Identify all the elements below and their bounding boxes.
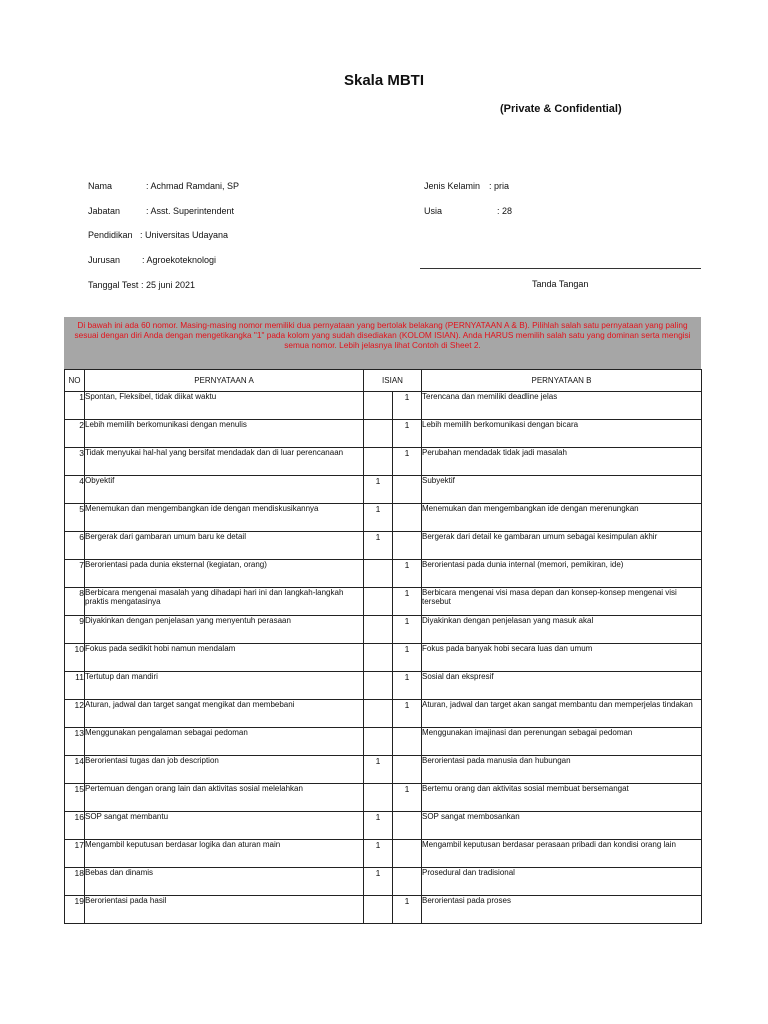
statement-b: Sosial dan ekspresif: [422, 672, 702, 700]
row-number: 6: [65, 532, 85, 560]
row-number: 5: [65, 504, 85, 532]
header-no: NO: [65, 370, 85, 392]
table-row: [65, 616, 702, 644]
row-number: 17: [65, 840, 85, 868]
row-number: 9: [65, 616, 85, 644]
statement-a: Tidak menyukai hal-hal yang bersifat mendadak dan di luar perencanaan: [85, 448, 364, 476]
row-number: 14: [65, 756, 85, 784]
statement-a: Mengambil keputusan berdasar logika dan aturan main: [85, 840, 364, 868]
isian-a-cell[interactable]: [364, 392, 393, 420]
statement-a: Berorientasi pada hasil: [85, 896, 364, 924]
statement-a: Spontan, Fleksibel, tidak diikat waktu: [85, 392, 364, 420]
isian-a-cell[interactable]: [364, 700, 393, 728]
tanggal-label: Tanggal Test: [88, 280, 139, 290]
statement-b: Perubahan mendadak tidak jadi masalah: [422, 448, 702, 476]
table-row: [65, 756, 702, 784]
row-number: 18: [65, 868, 85, 896]
header-pernyataan-b: PERNYATAAN B: [422, 370, 702, 392]
isian-a-cell[interactable]: 1: [364, 756, 393, 784]
mbti-statement-table: [64, 369, 702, 924]
statement-b: Berorientasi pada dunia internal (memori, pemikiran, ide): [422, 560, 702, 588]
statement-b: Berbicara mengenai visi masa depan dan konsep-konsep mengenai visi tersebut: [422, 588, 702, 616]
isian-a-cell[interactable]: 1: [364, 868, 393, 896]
row-number: 8: [65, 588, 85, 616]
statement-b: Aturan, jadwal dan target akan sangat membantu dan memperjelas tindakan: [422, 700, 702, 728]
isian-a-cell[interactable]: 1: [364, 812, 393, 840]
isian-a-cell[interactable]: [364, 672, 393, 700]
jabatan-value: : Asst. Superintendent: [146, 206, 235, 216]
statement-a: Lebih memilih berkomunikasi dengan menulis: [85, 420, 364, 448]
jenis-kelamin-value: : pria: [489, 181, 510, 191]
table-row: [65, 420, 702, 448]
usia-value: : 28: [497, 206, 513, 216]
statement-b: Lebih memilih berkomunikasi dengan bicara: [422, 420, 702, 448]
isian-b-cell[interactable]: [393, 812, 422, 840]
statement-b: Berorientasi pada proses: [422, 896, 702, 924]
statement-b: Diyakinkan dengan penjelasan yang masuk akal: [422, 616, 702, 644]
statement-a: SOP sangat membantu: [85, 812, 364, 840]
isian-b-cell[interactable]: 1: [393, 588, 422, 616]
table-row: [65, 812, 702, 840]
isian-b-cell[interactable]: [393, 728, 422, 756]
table-row: [65, 560, 702, 588]
signature-label: Tanda Tangan: [532, 279, 589, 289]
header-pernyataan-a: PERNYATAAN A: [85, 370, 364, 392]
instruction-notice: Di bawah ini ada 60 nomor. Masing-masing nomor memiliki dua pernyataan yang bertolak belakang (PERNYATAAN A & B). Pilihlah salah satu pernyataan yang paling sesuai dengan diri Anda dengan mengetikangka "1" pada kolom yang sudah disediakan (KOLOM ISIAN). Anda HARUS memilih salah satu yang dominan serta mengisi semua nomor. Lebih jelasnya lihat Contoh di Sheet 2.: [64, 317, 701, 369]
isian-a-cell[interactable]: [364, 616, 393, 644]
header-isian: ISIAN: [364, 370, 422, 392]
nama-value: : Achmad Ramdani, SP: [146, 181, 240, 191]
statement-b: Terencana dan memiliki deadline jelas: [422, 392, 702, 420]
table-row: [65, 532, 702, 560]
pendidikan-value: : Universitas Udayana: [140, 230, 229, 240]
table-row: [65, 700, 702, 728]
isian-a-cell[interactable]: 1: [364, 476, 393, 504]
statement-a: Berbicara mengenai masalah yang dihadapi hari ini dan langkah-langkah praktis mengatasinya: [85, 588, 364, 616]
table-row: [65, 392, 702, 420]
isian-a-cell[interactable]: [364, 448, 393, 476]
jenis-kelamin-label: Jenis Kelamin: [424, 181, 481, 191]
nama-label: Nama: [88, 181, 113, 191]
statement-a: Obyektif: [85, 476, 364, 504]
isian-b-cell[interactable]: 1: [393, 392, 422, 420]
statement-b: Mengambil keputusan berdasar perasaan pribadi dan kondisi orang lain: [422, 840, 702, 868]
statement-b: Subyektif: [422, 476, 702, 504]
table-row: [65, 784, 702, 812]
statement-a: Aturan, jadwal dan target sangat mengikat dan membebani: [85, 700, 364, 728]
statement-b: Bertemu orang dan aktivitas sosial membuat bersemangat: [422, 784, 702, 812]
signature-line: [420, 268, 701, 269]
statement-b: Menemukan dan mengembangkan ide dengan merenungkan: [422, 504, 702, 532]
isian-a-cell[interactable]: [364, 784, 393, 812]
table-row: [65, 588, 702, 616]
jurusan-label: Jurusan: [88, 255, 121, 265]
table-row: [65, 896, 702, 924]
pendidikan-label: Pendidikan: [88, 230, 133, 240]
isian-a-cell[interactable]: 1: [364, 504, 393, 532]
usia-label: Usia: [424, 206, 443, 216]
statement-b: Berorientasi pada manusia dan hubungan: [422, 756, 702, 784]
row-number: 15: [65, 784, 85, 812]
table-row: [65, 728, 702, 756]
row-number: 3: [65, 448, 85, 476]
isian-b-cell[interactable]: [393, 504, 422, 532]
isian-a-cell[interactable]: [364, 644, 393, 672]
isian-b-cell[interactable]: 1: [393, 616, 422, 644]
row-number: 7: [65, 560, 85, 588]
isian-a-cell[interactable]: [364, 588, 393, 616]
table-row: [65, 448, 702, 476]
table-row: [65, 868, 702, 896]
statement-a: Bebas dan dinamis: [85, 868, 364, 896]
statement-b: Prosedural dan tradisional: [422, 868, 702, 896]
isian-b-cell[interactable]: 1: [393, 420, 422, 448]
statement-a: Berorientasi pada dunia eksternal (kegiatan, orang): [85, 560, 364, 588]
statement-a: Berorientasi tugas dan job description: [85, 756, 364, 784]
isian-b-cell[interactable]: [393, 756, 422, 784]
isian-b-cell[interactable]: 1: [393, 784, 422, 812]
table-row: [65, 840, 702, 868]
jurusan-value: : Agroekoteknologi: [142, 255, 217, 265]
row-number: 13: [65, 728, 85, 756]
table-row: [65, 504, 702, 532]
statement-a: Menemukan dan mengembangkan ide dengan mendiskusikannya: [85, 504, 364, 532]
statement-b: Fokus pada banyak hobi secara luas dan umum: [422, 644, 702, 672]
isian-a-cell[interactable]: [364, 896, 393, 924]
table-row: [65, 644, 702, 672]
isian-b-cell[interactable]: 1: [393, 448, 422, 476]
table-body: [65, 392, 702, 924]
statement-a: Bergerak dari gambaran umum baru ke detail: [85, 532, 364, 560]
jabatan-label: Jabatan: [88, 206, 121, 216]
row-number: 16: [65, 812, 85, 840]
row-number: 4: [65, 476, 85, 504]
isian-b-cell[interactable]: 1: [393, 644, 422, 672]
statement-a: Pertemuan dengan orang lain dan aktivitas sosial melelahkan: [85, 784, 364, 812]
table-row: [65, 476, 702, 504]
isian-b-cell[interactable]: 1: [393, 700, 422, 728]
statement-b: SOP sangat membosankan: [422, 812, 702, 840]
table-header-row: [65, 370, 702, 392]
row-number: 19: [65, 896, 85, 924]
table-row: [65, 672, 702, 700]
statement-b: Menggunakan imajinasi dan perenungan sebagai pedoman: [422, 728, 702, 756]
row-number: 12: [65, 700, 85, 728]
statement-a: Tertutup dan mandiri: [85, 672, 364, 700]
row-number: 11: [65, 672, 85, 700]
isian-a-cell[interactable]: 1: [364, 532, 393, 560]
confidential-subtitle: (Private & Confidential): [500, 103, 622, 115]
isian-b-cell[interactable]: 1: [393, 896, 422, 924]
isian-b-cell[interactable]: 1: [393, 672, 422, 700]
isian-a-cell[interactable]: 1: [364, 840, 393, 868]
isian-b-cell[interactable]: [393, 476, 422, 504]
isian-b-cell[interactable]: [393, 532, 422, 560]
statement-b: Bergerak dari detail ke gambaran umum sebagai kesimpulan akhir: [422, 532, 702, 560]
statement-a: Diyakinkan dengan penjelasan yang menyentuh perasaan: [85, 616, 364, 644]
row-number: 1: [65, 392, 85, 420]
isian-b-cell[interactable]: 1: [393, 560, 422, 588]
isian-a-cell[interactable]: [364, 560, 393, 588]
isian-b-cell[interactable]: [393, 868, 422, 896]
isian-a-cell[interactable]: [364, 420, 393, 448]
tanggal-value: : 25 juni 2021: [141, 280, 196, 290]
row-number: 10: [65, 644, 85, 672]
isian-b-cell[interactable]: [393, 840, 422, 868]
statement-a: Fokus pada sedikit hobi namun mendalam: [85, 644, 364, 672]
page-title: Skala MBTI: [343, 72, 425, 89]
isian-a-cell[interactable]: [364, 728, 393, 756]
statement-a: Menggunakan pengalaman sebagai pedoman: [85, 728, 364, 756]
row-number: 2: [65, 420, 85, 448]
